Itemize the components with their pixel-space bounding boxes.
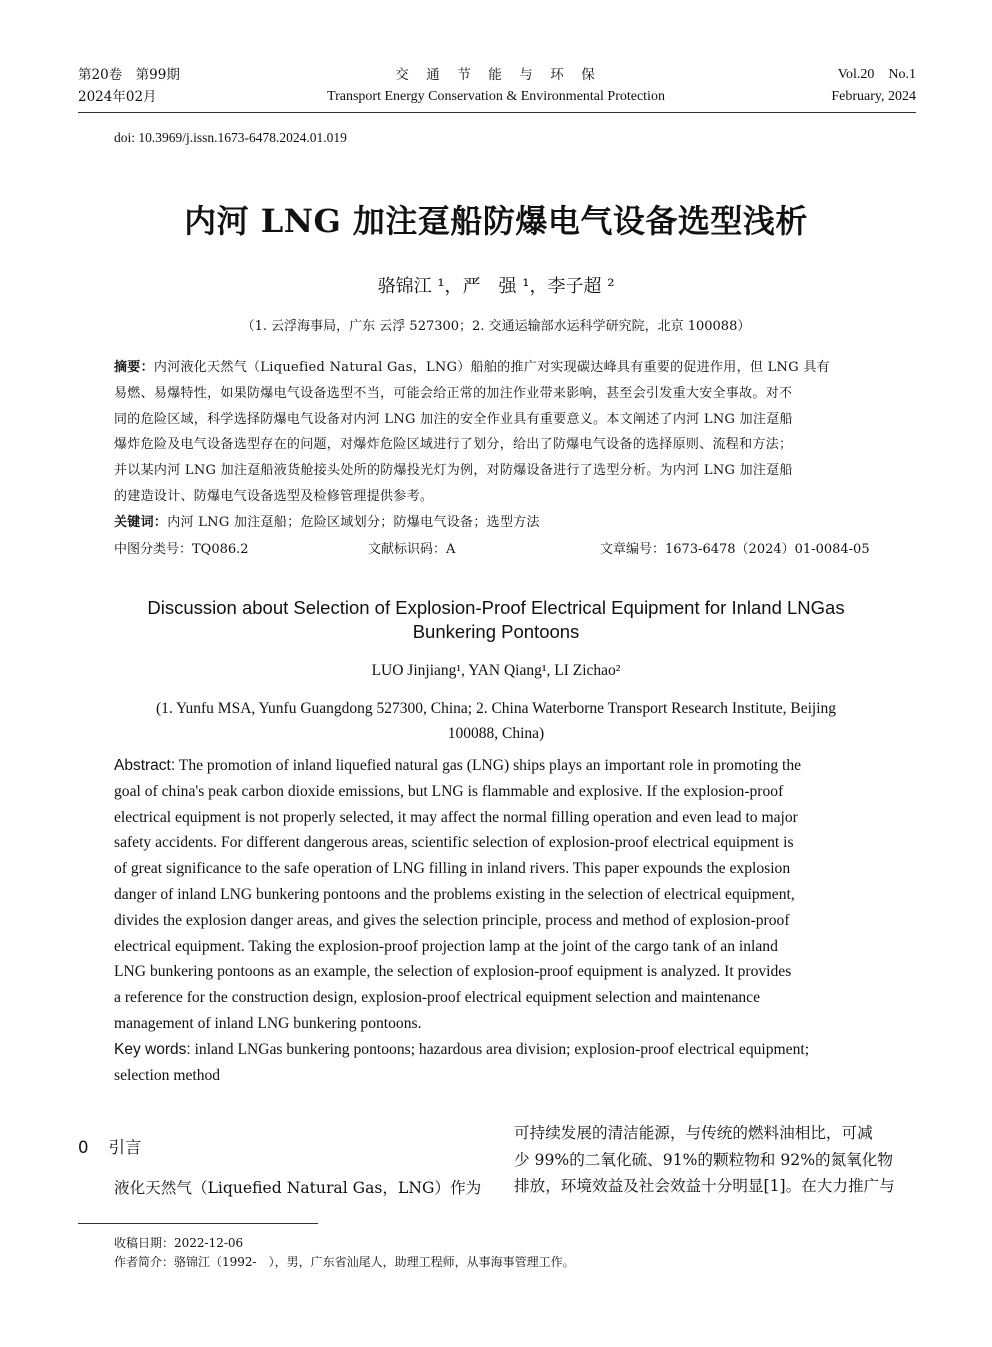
title-en (0, 596, 992, 644)
abstract-cn-line: 爆炸危险及电气设备选型存在的问题，对爆炸危险区域进行了划分，给出了防爆电气设备的选择原则、流程和方法； (114, 437, 793, 453)
affiliations-en-line: 100088, China) (447, 725, 545, 742)
author-bio: 作者简介：骆锦江（1992- ），男，广东省汕尾人，助理工程师，从事海事管理工作。 (114, 1255, 575, 1269)
abstract-en-line: LNG bunkering pontoons as an example, the selection of explosion-proof equipment is analyzed. It provides (114, 963, 792, 981)
keywords-en-label: Key words: (114, 1040, 191, 1058)
abstract-cn (114, 355, 884, 536)
header-date-en: February, 2024 (831, 89, 916, 104)
clc-number: 中图分类号：TQ086.2 (114, 542, 249, 557)
abstract-cn-line: 同的危险区域，科学选择防爆电气设备对内河 LNG 加注的安全作业具有重要意义。本文阐述了内河 LNG 加注趸船 (114, 411, 793, 427)
keywords-cn-label: 关键词： (114, 514, 168, 530)
abstract-en-line: divides the explosion danger areas, and gives the selection principle, process and method of explosion-proof (114, 911, 790, 929)
abstract-en-line: danger of inland LNG bunkering pontoons and the problems existing in the selection of electrical equipment, (114, 885, 795, 903)
abstract-cn-label: 摘要： (114, 360, 154, 375)
abstract-en-line: goal of china's peak carbon dioxide emissions, but LNG is flammable and explosive. If the explosion-proof (114, 782, 784, 800)
doi: doi: 10.3969/j.issn.1673-6478.2024.01.019 (114, 130, 347, 145)
header-journal-cn: 交 通 节 能 与 环 保 (395, 67, 597, 83)
keywords-en: Key words: inland LNGas bunkering pontoons; hazardous area division; explosion-proof electrical equipment; (114, 1040, 810, 1058)
affiliations-cn: （1. 云浮海事局，广东 云浮 527300；2. 交通运输部水运科学研究院，北京 100088） (241, 319, 751, 334)
body-right-line: 少 99%的二氧化硫、91%的颗粒物和 92%的氮氧化物 (514, 1150, 893, 1169)
affiliations-en-line: (1. Yunfu MSA, Yunfu Guangdong 527300, China; 2. China Waterborne Transport Research Institute, Beijing (155, 700, 837, 717)
abstract-en (114, 753, 882, 1088)
section-title: 引言 (108, 1138, 142, 1157)
abstract-cn-line: 易燃、易爆特性，如果防爆电气设备选型不当，可能会给正常的加注作业带来影响，甚至会引发重大安全事故。对不 (114, 385, 793, 401)
abstract-en-line: Abstract: The promotion of inland liquefied natural gas (LNG) ships plays an important role in promoting the (114, 757, 802, 774)
abstract-cn-line: 摘要：内河液化天然气（Liquefied Natural Gas，LNG）船舶的推广对实现碳达峰具有重要的促进作用，但 LNG 具有 (114, 360, 830, 375)
abstract-en-line: electrical equipment is not properly selected, it may affect the normal filling operation and even lead to major (114, 808, 798, 826)
title-en-line: Discussion about Selection of Explosion-Proof Electrical Equipment for Inland LNGas (147, 597, 845, 618)
title-cn: 内河 LNG 加注趸船防爆电气设备选型浅析 (184, 202, 808, 240)
section-number: 0 (78, 1138, 89, 1157)
footnote-rule (78, 1223, 318, 1224)
abstract-en-label: Abstract: (114, 757, 176, 774)
received-date: 收稿日期：2022-12-06 (114, 1236, 244, 1250)
keywords-en-line: selection method (114, 1066, 221, 1084)
abstract-cn-line: 并以某内河 LNG 加注趸船液货舱接头处所的防爆投光灯为例，对防爆设备进行了选型分析。为内河 LNG 加注趸船 (114, 463, 793, 479)
abstract-en-line: electrical equipment. Taking the explosion-proof projection lamp at the joint of the cargo tank of an inland (114, 937, 778, 955)
authors-en: LUO Jinjiang¹, YAN Qiang¹, LI Zichao² (371, 662, 621, 679)
article-number: 文章编号：1673-6478（2024）01-0084-05 (600, 542, 870, 557)
affiliations-en (0, 696, 992, 746)
keywords-cn-text: 内河 LNG 加注趸船；危险区域划分；防爆电气设备；选型方法 (167, 514, 540, 530)
abstract-en-line: management of inland LNG bunkering pontoons. (114, 1014, 422, 1032)
header-rule (78, 112, 916, 113)
abstract-en-line: a reference for the construction design, explosion-proof electrical equipment selection and maintenance (114, 989, 761, 1007)
document-code: 文献标识码：A (368, 542, 456, 557)
header-journal-en: Transport Energy Conservation & Environmental Protection (327, 89, 665, 104)
header-volume-issue-cn: 第20卷 第99期 (78, 67, 180, 83)
header-date-cn: 2024年02月 (78, 89, 157, 105)
abstract-en-line: safety accidents. For different dangerous areas, scientific selection of explosion-proof electrical equipment is (114, 834, 794, 852)
abstract-cn-line: 的建造设计、防爆电气设备选型及检修管理提供参考。 (114, 488, 434, 504)
header-volume-issue-en: Vol.20 No.1 (837, 67, 916, 82)
body-right-line: 排放，环境效益及社会效益十分明显[1]。在大力推广与 (514, 1177, 895, 1195)
authors-cn: 骆锦江 ¹，严 强 ¹，李子超 ² (377, 276, 615, 297)
keywords-cn (114, 510, 884, 536)
title-en-line: Bunkering Pontoons (412, 621, 580, 642)
section-heading (78, 1134, 142, 1158)
body-left-column: 液化天然气（Liquefied Natural Gas，LNG）作为 (114, 1179, 482, 1197)
body-right-line: 可持续发展的清洁能源，与传统的燃料油相比，可减 (514, 1124, 873, 1142)
body-right-column (514, 1120, 916, 1200)
abstract-en-line: of great significance to the safe operation of LNG filling in inland rivers. This paper expounds the explosion (114, 860, 791, 878)
